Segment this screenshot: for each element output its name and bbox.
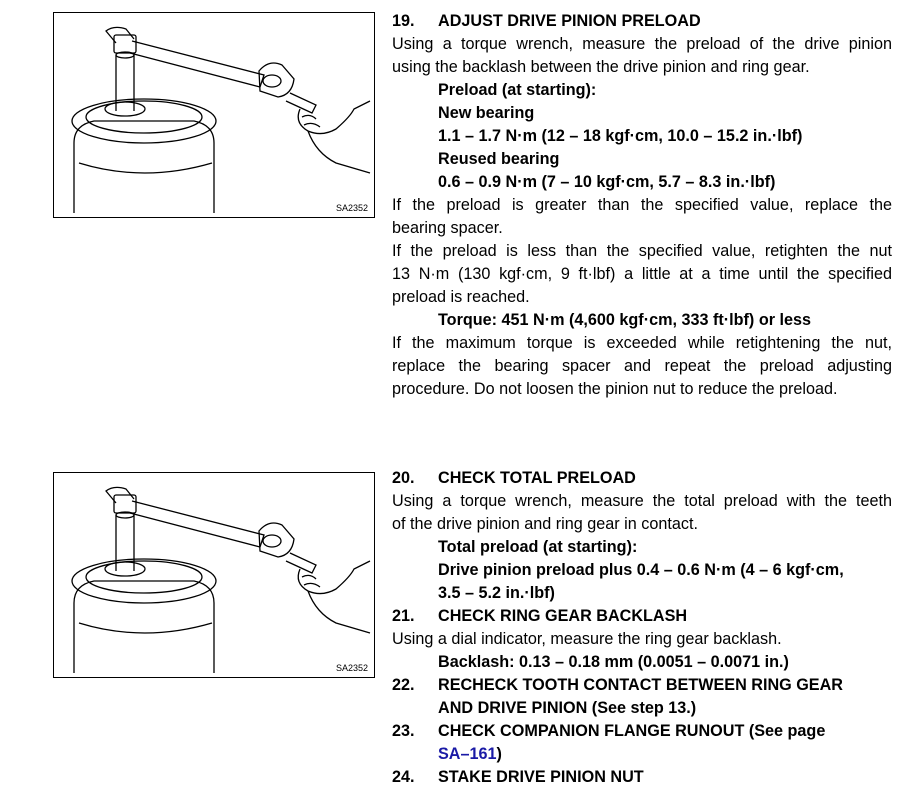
paragraph-line: Using a dial indicator, measure the ring gear backlash. [392, 630, 782, 648]
paragraph-line: procedure. Do not loosen the pinion nut to reduce the preload. [392, 380, 838, 398]
figure-2-label: SA2352 [335, 663, 368, 673]
step-number: 23. [392, 722, 415, 740]
step-title: STAKE DRIVE PINION NUT [438, 768, 644, 786]
paragraph-line: of the drive pinion and ring gear in contact. [392, 515, 698, 533]
paragraph-line: using the backlash between the drive pinion and ring gear. [392, 58, 810, 76]
paragraph-line: Using a torque wrench, measure the preload of the drive pinion [392, 35, 892, 53]
torque-wrench-illustration-2 [54, 473, 374, 677]
paragraph-line: replace the bearing spacer and repeat the preload adjusting [392, 357, 892, 375]
step-number: 24. [392, 768, 415, 786]
spec-value: 0.6 – 0.9 N·m (7 – 10 kgf·cm, 5.7 – 8.3 in.·lbf) [438, 173, 776, 191]
paragraph-line: preload is reached. [392, 288, 530, 306]
section-19 [392, 10, 892, 401]
step-number: 19. [392, 12, 415, 30]
step-number: 21. [392, 607, 415, 625]
step-number: 20. [392, 469, 415, 487]
step-title-close: ) [496, 745, 502, 763]
step-title: CHECK COMPANION FLANGE RUNOUT (See page [438, 722, 826, 740]
spec-heading: Preload (at starting): [438, 81, 597, 99]
step-title: RECHECK TOOTH CONTACT BETWEEN RING GEAR [438, 676, 843, 694]
paragraph-line: If the preload is less than the specified value, retighten the nut [392, 242, 892, 260]
step-number: 22. [392, 676, 415, 694]
step-title: CHECK RING GEAR BACKLASH [438, 607, 688, 625]
torque-spec: Torque: 451 N·m (4,600 kgf·cm, 333 ft·lbf) or less [438, 311, 812, 329]
paragraph-line: Using a torque wrench, measure the total preload with the teeth [392, 492, 892, 510]
spec-heading: Total preload (at starting): [438, 538, 638, 556]
paragraph-line: 13 N·m (130 kgf·cm, 9 ft·lbf) a little at a time until the specified [392, 265, 892, 283]
paragraph-line: bearing spacer. [392, 219, 503, 237]
figure-2 [53, 472, 375, 678]
torque-wrench-illustration-1 [54, 13, 374, 217]
figure-1 [53, 12, 375, 218]
page-link-sa-161[interactable]: SA–161 [438, 745, 497, 763]
spec-value: 3.5 – 5.2 in.·lbf) [438, 584, 555, 602]
step-title-cont: AND DRIVE PINION (See step 13.) [438, 699, 697, 717]
spec-label: Reused bearing [438, 150, 560, 168]
step-title: ADJUST DRIVE PINION PRELOAD [438, 12, 701, 30]
section-20-24 [392, 467, 892, 789]
figure-1-label: SA2352 [335, 203, 368, 213]
paragraph-line: If the maximum torque is exceeded while retightening the nut, [392, 334, 892, 352]
step-title: CHECK TOTAL PRELOAD [438, 469, 636, 487]
spec-value: 1.1 – 1.7 N·m (12 – 18 kgf·cm, 10.0 – 15.2 in.·lbf) [438, 127, 803, 145]
spec-value: Drive pinion preload plus 0.4 – 0.6 N·m (4 – 6 kgf·cm, [438, 561, 844, 579]
paragraph-line: If the preload is greater than the specified value, replace the [392, 196, 892, 214]
spec-value: Backlash: 0.13 – 0.18 mm (0.0051 – 0.0071 in.) [438, 653, 789, 671]
spec-label: New bearing [438, 104, 535, 122]
